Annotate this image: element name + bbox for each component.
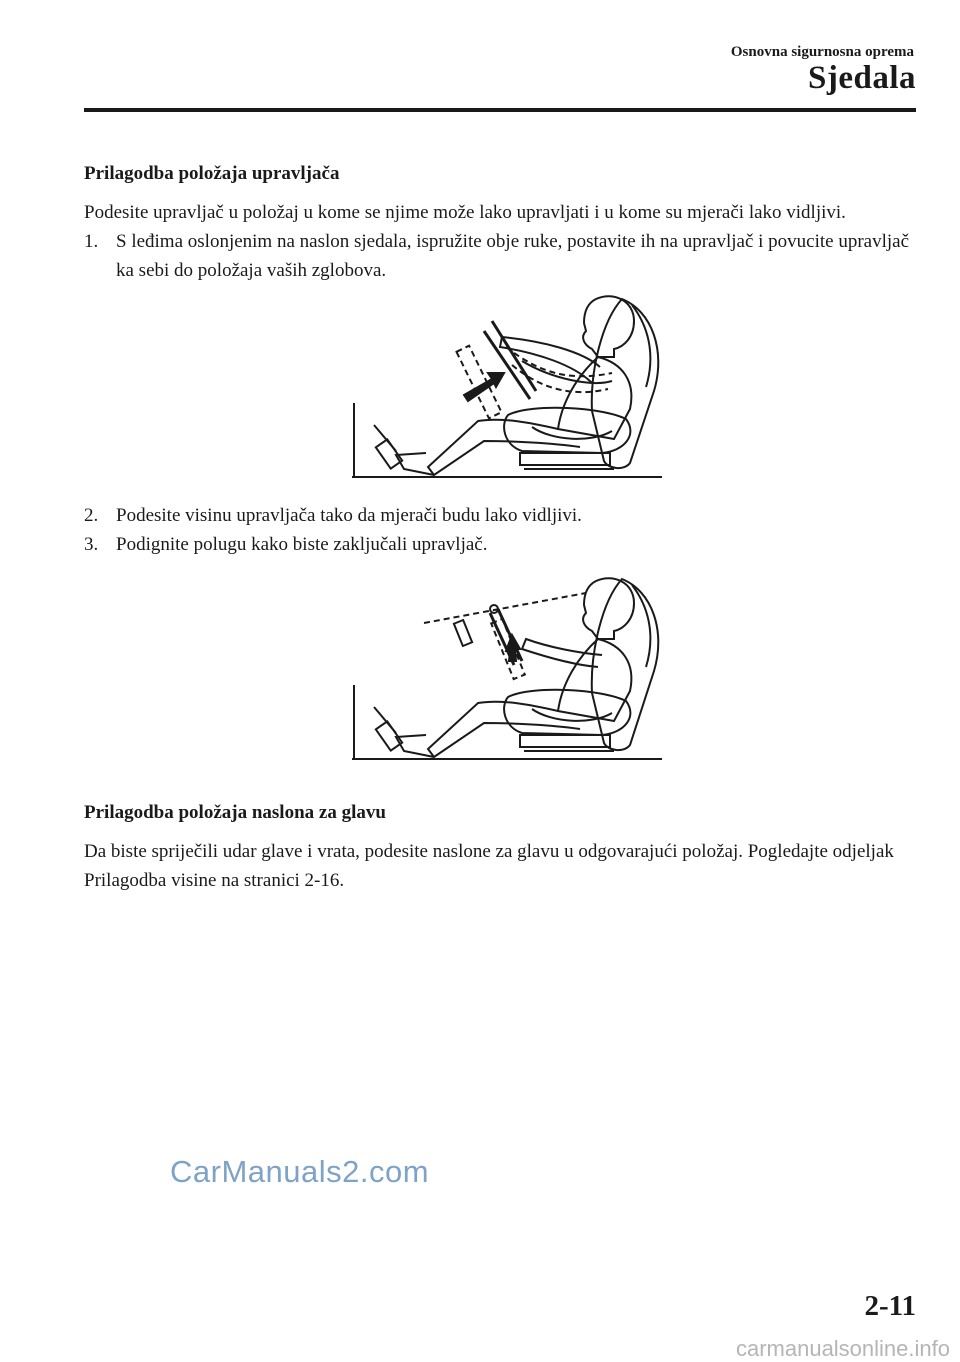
figure-steering-reach <box>352 291 672 501</box>
step-2-text: Podesite visinu upravljača tako da mjerači budu lako vidljivi. <box>116 505 582 526</box>
headrest-body: Da biste spriječili udar glave i vrata, podesite naslone za glavu u odgovarajući položaj. Pogledajte odjeljak Prilagodba visine na stranici 2-16. <box>84 841 894 891</box>
header-rule <box>84 108 916 112</box>
step-1-text: S leđima oslonjenim na naslon sjedala, ispružite obje ruke, postavite ih na upravljač i povucite upravljač ka sebi do položaja vaših zglobova. <box>116 231 910 281</box>
running-header-section: Osnovna sigurnosna oprema <box>730 44 914 60</box>
step-3 <box>84 530 914 559</box>
step-1-number: 1. <box>84 231 99 252</box>
step-2 <box>84 501 914 530</box>
page-number: 2-11 <box>864 1290 916 1322</box>
step-2-number: 2. <box>84 505 99 526</box>
watermark-logo: CarManuals2.com <box>170 1154 430 1189</box>
step-3-text: Podignite polugu kako biste zaključali upravljač. <box>116 534 488 555</box>
step-3-number: 3. <box>84 534 99 555</box>
figure-steering-height <box>352 569 672 783</box>
step-1 <box>84 227 914 285</box>
section-heading-steering: Prilagodba položaja upravljača <box>84 163 340 184</box>
page-content <box>84 160 914 895</box>
section-heading-headrest: Prilagodba položaja naslona za glavu <box>84 802 386 823</box>
steering-intro: Podesite upravljač u položaj u kome se njime može lako upravljati i u kome su mjerači lako vidljivi. <box>84 202 846 223</box>
running-header-chapter: Sjedala <box>807 60 916 96</box>
footer-site-link[interactable]: carmanualsonline.info <box>735 1336 950 1361</box>
